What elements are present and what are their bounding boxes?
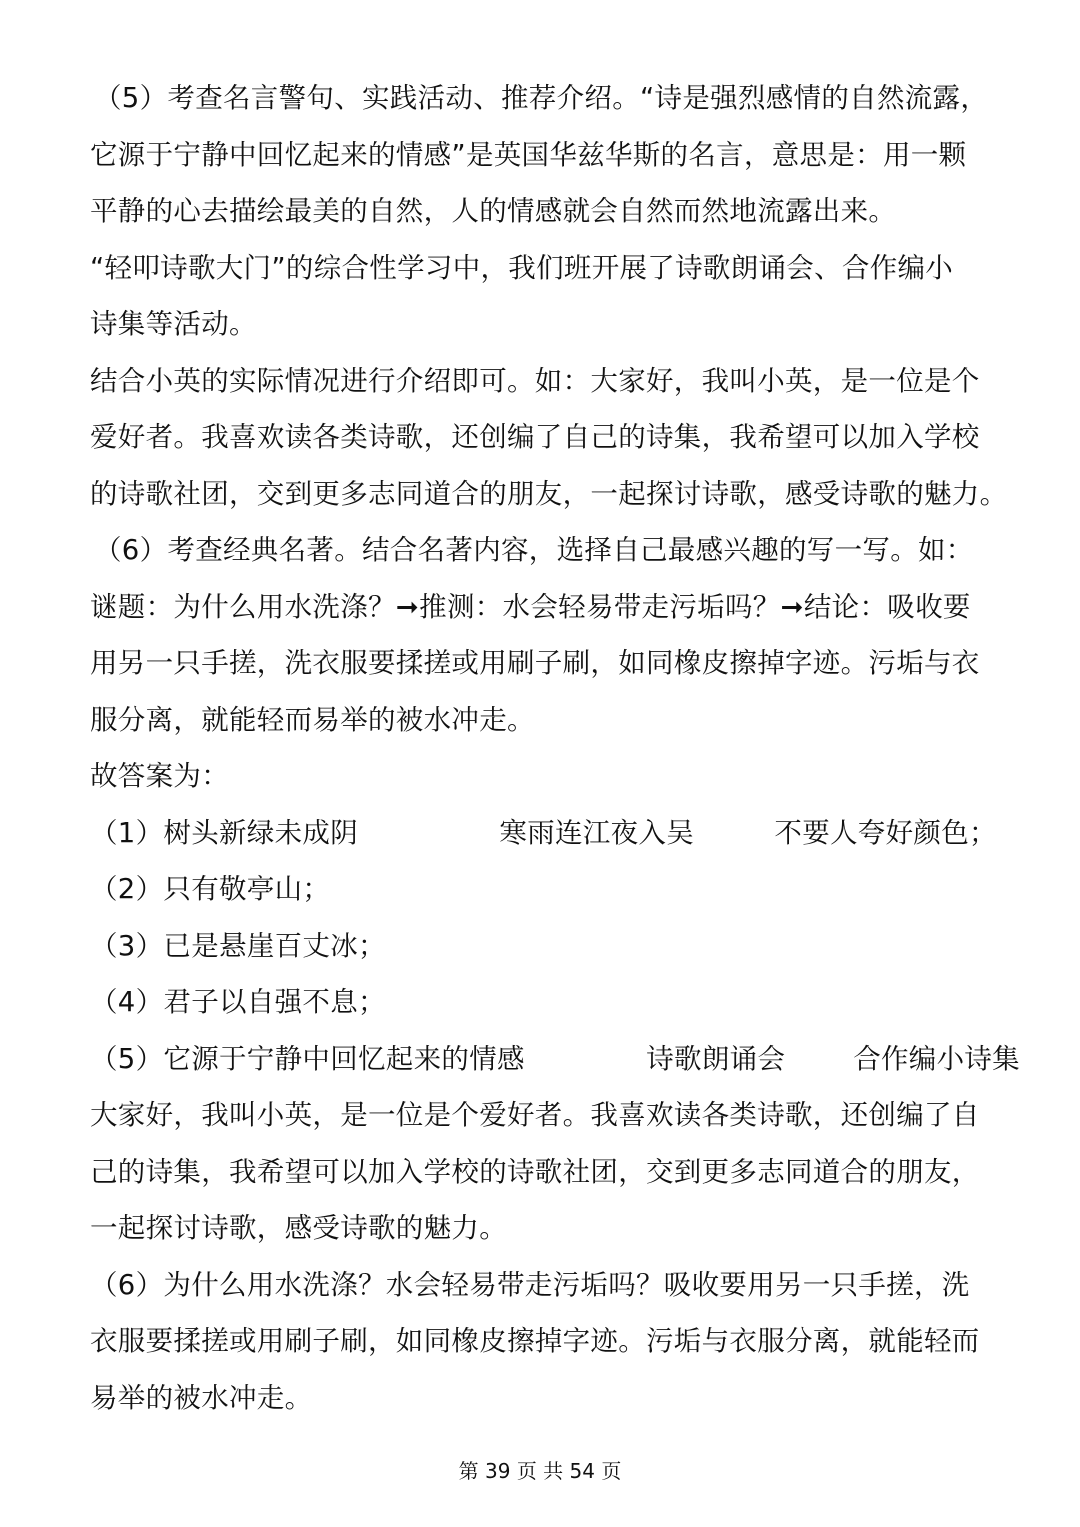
text-line: 服分离，就能轻而易举的被水冲走。	[90, 703, 535, 736]
text-line: 它源于宁静中回忆起来的情感”是英国华兹华斯的名言，意思是：用一颗	[90, 138, 967, 171]
answer-label: （5）	[90, 1042, 164, 1075]
text-line: 诗集等活动。	[90, 308, 257, 340]
answer-part: 它源于宁静中回忆起来的情感	[163, 1042, 525, 1075]
answer-part: 寒雨连江夜入吴	[499, 816, 695, 849]
text-line: 易举的被水冲走。	[90, 1381, 313, 1414]
answer-heading: 故答案为：	[90, 760, 229, 792]
text-line: （6）考查经典名著。结合名著内容，选择自己最感兴趣的写一写。如：	[94, 534, 974, 566]
answer-part: 诗歌朗诵会	[646, 1042, 786, 1075]
answer-part: 树头新绿未成阴	[163, 816, 359, 849]
text-line: 己的诗集，我希望可以加入学校的诗歌社团，交到更多志同道合的朋友，	[90, 1155, 980, 1188]
text-line: 用另一只手搓，洗衣服要揉搓或用刷子刷，如同橡皮擦掉字迹。污垢与衣	[90, 647, 980, 679]
text-line: 谜题：为什么用水洗涤？➞推测：水会轻易带走污垢吗？➞结论：吸收要	[90, 590, 971, 623]
page-footer: 第 39 页 共 54 页	[458, 1459, 622, 1483]
page-content	[90, 70, 1020, 1426]
answer-6: （6）为什么用水洗涤？水会轻易带走污垢吗？吸收要用另一只手搓，洗	[90, 1268, 970, 1301]
answer-part: 合作编小诗集	[853, 1042, 1020, 1075]
answer-label: （1）	[90, 816, 164, 849]
answer-1	[90, 805, 1020, 862]
answer-2: （2）只有敬亭山；	[90, 873, 331, 905]
answer-part: 不要人夸好颜色；	[774, 816, 997, 849]
text-line: 衣服要揉搓或用刷子刷，如同橡皮擦掉字迹。污垢与衣服分离，就能轻而	[90, 1325, 980, 1357]
text-line: 结合小英的实际情况进行介绍即可。如：大家好，我叫小英，是一位是个	[90, 364, 980, 397]
answer-3: （3）已是悬崖百丈冰；	[90, 929, 386, 962]
text-line: 平静的心去描绘最美的自然，人的情感就会自然而然地流露出来。	[90, 195, 897, 227]
text-line: 的诗歌社团，交到更多志同道合的朋友，一起探讨诗歌，感受诗歌的魅力。	[90, 477, 1008, 510]
answer-4: （4）君子以自强不息；	[90, 986, 386, 1018]
text-line: 爱好者。我喜欢读各类诗歌，还创编了自己的诗集，我希望可以加入学校	[90, 421, 980, 453]
answer-5	[90, 1031, 1020, 1088]
text-line: 一起探讨诗歌，感受诗歌的魅力。	[90, 1212, 507, 1244]
text-line: 大家好，我叫小英，是一位是个爱好者。我喜欢读各类诗歌，还创编了自	[90, 1099, 980, 1131]
text-line: （5）考查名言警句、实践活动、推荐介绍。“诗是强烈感情的自然流露，	[94, 82, 989, 114]
text-line: “轻叩诗歌大门”的综合性学习中，我们班开展了诗歌朗诵会、合作编小	[90, 251, 954, 284]
